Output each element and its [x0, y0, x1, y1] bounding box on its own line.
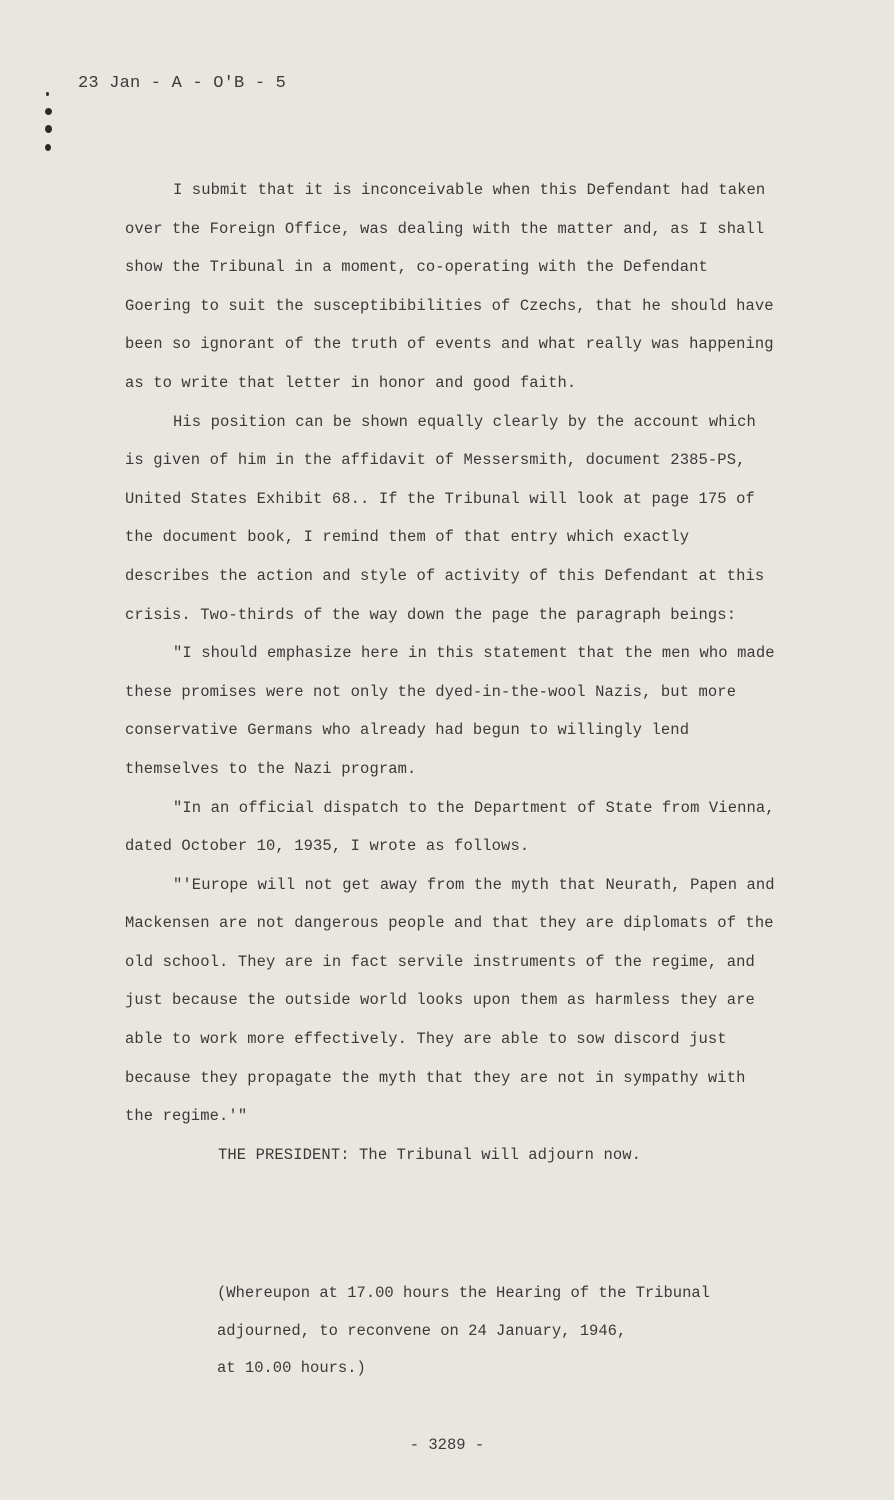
document-body	[125, 171, 780, 1174]
quote-paragraph-3: "'Europe will not get away from the myth that Neurath, Papen and Mackensen are not dangerous people and that they are diplomats of the old school. They are in fact servile instruments of the regime, and just because the outside world looks upon them as harmless they are able to work more effectively. They are able to sow discord just because they propagate the myth that they are not in sympathy with the regime.'"	[125, 875, 775, 1126]
president-statement: THE PRESIDENT: The Tribunal will adjourn now.	[218, 1145, 642, 1164]
quote-paragraph-2: "In an official dispatch to the Department of State from Vienna, dated October 10, 1935, I wrote as follows.	[125, 798, 775, 856]
quote-paragraph-1: "I should emphasize here in this statement that the men who made these promises were not only the dyed-in-the-wool Nazis, but more conservative Germans who already had begun to willingly lend themselves to the Nazi program.	[125, 644, 775, 778]
adjournment-line-3: at 10.00 hours.)	[217, 1359, 366, 1377]
page-number: - 3289 -	[409, 1436, 485, 1454]
adjournment-line-2: adjourned, to reconvene on 24 January, 1946,	[217, 1321, 627, 1340]
adjournment-line-1: (Whereupon at 17.00 hours the Hearing of the Tribunal	[217, 1284, 710, 1302]
paragraph-2: His position can be shown equally clearly by the account which is given of him in the affidavit of Messersmith, document 2385-PS, United States Exhibit 68.. If the Tribunal will look at page 175 of the document book, I remind them of that entry which exactly describes the action and style of activity of this Defendant at this crisis. Two-thirds of the way down the page the paragraph beings:	[125, 412, 765, 624]
margin-punch-marks	[40, 92, 54, 162]
adjournment-note	[217, 1275, 777, 1388]
page-header: 23 Jan - A - O'B - 5	[78, 74, 287, 93]
paragraph-1: I submit that it is inconceivable when this Defendant had taken over the Foreign Office, was dealing with the matter and, as I shall show the Tribunal in a moment, co-operating with the Defendant Goering to suit the susceptibibilities of Czechs, that he should have been so ignorant of the truth of events and what really was happening as to write that letter in honor and good faith.	[125, 181, 774, 392]
